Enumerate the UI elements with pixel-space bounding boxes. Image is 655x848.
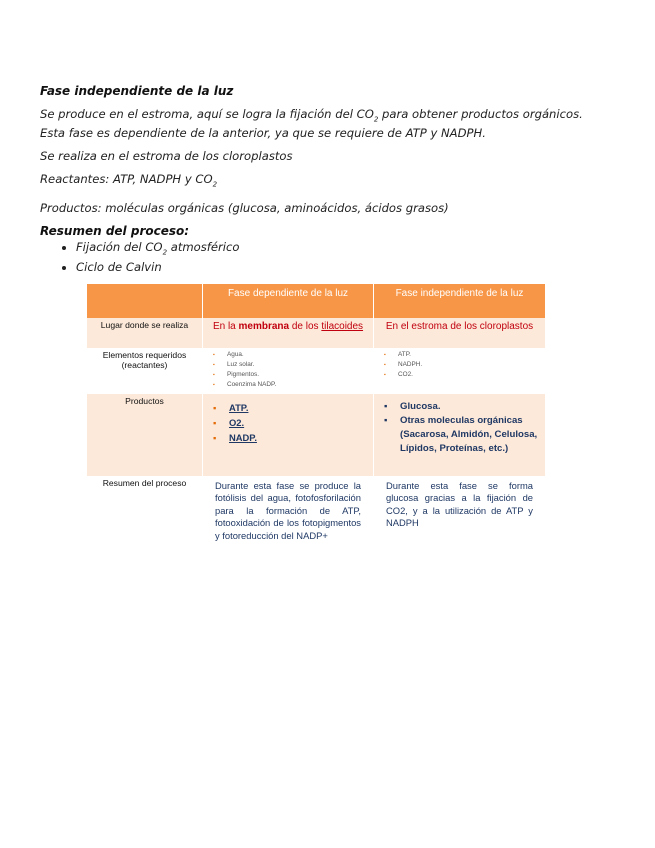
table-row xyxy=(87,394,546,476)
list-item xyxy=(76,240,620,260)
list-item: ▪ NADPH. xyxy=(398,360,541,370)
productos-ind-list xyxy=(378,400,541,456)
lugar-dep-bold: membrana xyxy=(238,321,290,332)
table-header-independiente: Fase independiente de la luz xyxy=(374,284,546,318)
list-item xyxy=(76,260,620,275)
list-item: ▪ ATP. xyxy=(398,350,541,360)
row-label-resumen: Resumen del proceso xyxy=(87,476,203,564)
bullet-after: atmosférico xyxy=(167,239,240,254)
list-item: ▪ Glucosa. xyxy=(400,400,541,414)
bullet-text: Fijación del CO xyxy=(76,239,163,254)
table-header-empty xyxy=(87,284,203,318)
list-item: ▪ Agua. xyxy=(227,350,369,360)
cell-lugar-dependiente xyxy=(203,318,374,348)
row-label-productos: Productos xyxy=(87,394,203,476)
lugar-dep-a: En la xyxy=(212,321,239,332)
heading-fase-independiente: Fase independiente de la luz xyxy=(40,84,234,98)
resumen-list xyxy=(40,240,620,275)
table-row xyxy=(87,476,546,564)
row-label-lugar: Lugar donde se realiza xyxy=(87,318,203,348)
list-item: ▪ O2. xyxy=(229,415,369,430)
resumen-ind-text: Durante esta fase se forma glucosa gracias a la fijación de CO2, y a la utilización de ATP y NADPH xyxy=(386,480,533,529)
table-header-dependiente: Fase dependiente de la luz xyxy=(203,284,374,318)
bullet-text: Ciclo de Calvin xyxy=(76,259,162,274)
table-row xyxy=(87,348,546,394)
paragraph-cloroplastos: Se realiza en el estroma de los cloroplastos xyxy=(40,149,293,164)
elementos-ind-list xyxy=(378,350,541,380)
paragraph-estroma-a: Se produce en el estroma, aquí se logra la fijación del CO xyxy=(40,107,374,121)
cell-productos-dependiente xyxy=(203,394,374,476)
list-item: ▪ Luz solar. xyxy=(227,360,369,370)
list-item: ▪ Pigmentos. xyxy=(227,370,369,380)
cell-resumen-independiente xyxy=(374,476,546,564)
cell-elementos-independiente xyxy=(374,348,546,394)
cell-lugar-independiente: En el estroma de los cloroplastos xyxy=(374,318,546,348)
paragraph-estroma xyxy=(40,107,620,126)
paragraph-reactantes xyxy=(40,172,620,191)
list-item: ▪ NADP. xyxy=(229,430,369,445)
elementos-dep-list xyxy=(207,350,369,390)
table-row xyxy=(87,318,546,348)
cell-resumen-dependiente xyxy=(203,476,374,564)
list-item: ▪ Coenzima NADP. xyxy=(227,380,369,390)
cell-productos-independiente xyxy=(374,394,546,476)
lugar-dep-b: de los xyxy=(289,321,322,332)
lugar-dep-underline: tilacoides xyxy=(321,321,364,332)
table-header-row xyxy=(87,284,546,318)
heading-resumen: Resumen del proceso: xyxy=(40,223,190,238)
bullet-sub: 2 xyxy=(162,247,168,256)
list-item: ▪ ATP. xyxy=(229,400,369,415)
list-item: ▪ Otras moleculas orgánicas (Sacarosa, Almidón, Celulosa, Lípidos, Proteínas, etc.) xyxy=(400,414,541,456)
paragraph-estroma-b: para obtener productos orgánicos. xyxy=(378,107,583,121)
list-item: ▪ CO2. xyxy=(398,370,541,380)
resumen-dep-text: Durante esta fase se produce la fotólisis del agua, fotofosforilación para la formación de ATP, fotooxidación de los fotopigmentos y fotoreducción del NADP+ xyxy=(215,480,361,541)
cell-elementos-dependiente xyxy=(203,348,374,394)
document-body xyxy=(40,84,620,275)
row-label-elementos: Elementos requeridos (reactantes) xyxy=(87,348,203,394)
reactantes-sub: 2 xyxy=(212,180,218,189)
reactantes-text: Reactantes: ATP, NADPH y CO xyxy=(40,172,213,187)
paragraph-estroma-sub: 2 xyxy=(373,115,379,124)
comparison-table xyxy=(87,284,546,564)
productos-dep-list xyxy=(207,400,369,445)
paragraph-dependiente: Esta fase es dependiente de la anterior, ya que se requiere de ATP y NADPH. xyxy=(40,126,486,141)
paragraph-productos: Productos: moléculas orgánicas (glucosa, aminoácidos, ácidos grasos) xyxy=(40,200,449,215)
